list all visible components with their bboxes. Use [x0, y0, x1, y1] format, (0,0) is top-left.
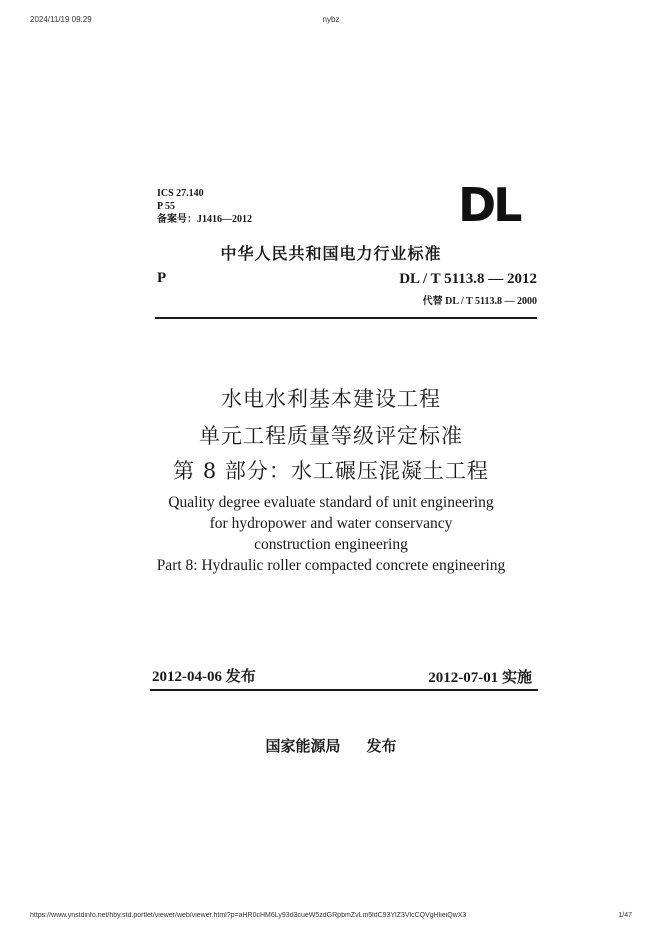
title-zh-line-3: 第 8 部分：水工碾压混凝土工程 — [173, 459, 489, 483]
record-number: 备案号：J1416—2012 — [157, 214, 252, 225]
print-url: https://www.ynstdinfo.net/hby.std.portlet/viewer/web/viewer.html?p=aHR0cHM6Ly93d3cueW5zdGRpbmZvLm5ldC93YlZ3VlcCQVgHlieiQwX3 — [30, 912, 467, 919]
replaces-standard: 代替 DL / T 5113.8 — 2000 — [422, 296, 537, 307]
print-timestamp: 2024/11/19 09:29 — [30, 15, 92, 24]
title-en-line-2: for hydropower and water conservancy — [209, 515, 453, 532]
p-code: P 55 — [157, 201, 176, 212]
print-title: nybz — [322, 15, 340, 24]
print-page-number: 1/47 — [618, 912, 632, 919]
top-rule — [155, 317, 537, 319]
issuer-heading: 中华人民共和国电力行业标准 — [220, 244, 442, 263]
title-zh-line-2: 单元工程质量等级评定标准 — [199, 424, 463, 448]
bottom-rule — [150, 689, 538, 691]
dl-logo: DL — [458, 186, 520, 224]
ics-code: ICS 27.140 — [157, 188, 204, 199]
title-en-line-4: Part 8: Hydraulic roller compacted concrete engineering — [156, 557, 506, 574]
title-zh-line-1: 水电水利基本建设工程 — [221, 387, 441, 411]
title-en-line-1: Quality degree evaluate standard of unit engineering — [168, 494, 494, 511]
issue-date: 2012-04-06 发布 — [152, 669, 256, 685]
category-letter: P — [157, 270, 167, 286]
title-en-line-3: construction engineering — [254, 536, 408, 553]
standard-number: DL / T 5113.8 — 2012 — [399, 271, 537, 287]
publisher: 国家能源局 发布 — [265, 737, 397, 755]
implement-date: 2012-07-01 实施 — [428, 670, 532, 686]
